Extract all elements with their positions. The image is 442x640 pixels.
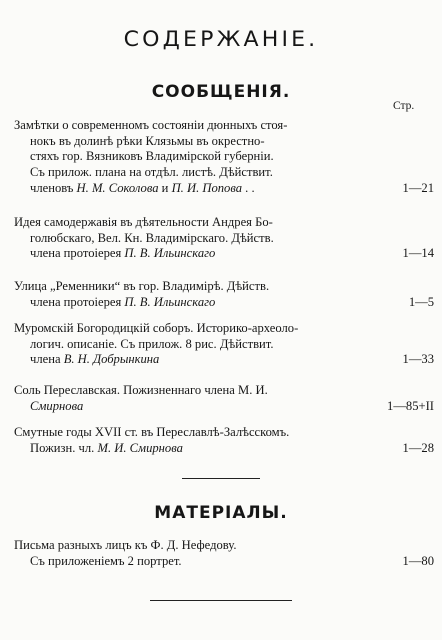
entry-line: Письма разныхъ лицъ къ Ф. Д. Нефедову. [14,538,237,552]
toc-entry[interactable] [14,215,434,262]
entry-line: Соль Переславская. Пожизненнаго члена М. И. [14,383,268,397]
entry-author: М. И. Смирнова [97,440,183,455]
entry-last-line [14,246,434,262]
entry-line: голюбскаго, Вел. Кн. Владимірскаго. Дѣйств. [30,230,274,245]
entry-author: Н. М. Соколова [76,180,159,195]
entry-line: нокъ въ долинѣ рѣки Клязьмы въ окрестно- [30,133,265,148]
entry-line: Муромскій Богородицкій соборъ. Историко-археоло- [14,321,299,335]
entry-text: членовъ [30,180,77,195]
entry-pages: 1—80 [402,553,434,568]
entry-pages: 1—5 [408,294,434,309]
entry-pages: 1—28 [402,440,434,455]
page-column-header: Стр. [393,100,415,112]
page-title: СОДЕРЖАНІЕ. [123,27,319,51]
section-heading-materialy: МАТЕРІАЛЫ. [154,503,288,523]
toc-entry[interactable] [14,118,434,196]
entry-author: П. И. Попова [171,180,243,195]
toc-entry[interactable] [14,279,434,310]
entry-pages: 1—14 [402,246,434,261]
entry-line: Съ прилож. плана на отдѣл. листѣ. Дѣйствит. [30,165,273,180]
entry-text: и [158,180,172,195]
entry-text: члена [30,352,64,367]
entry-text: члена протоіерея [30,294,125,309]
entry-pages: 1—21 [402,180,434,195]
entry-text: Пожизн. чл. [30,440,98,455]
entry-author: П. В. Ильинскаго [124,294,216,309]
entry-last-line [14,352,434,368]
entry-line: Идея самодержавія въ дѣятельности Андрея Бо- [14,215,273,229]
section-divider [182,478,260,479]
entry-last-line [14,399,434,415]
entry-line: стяхъ гор. Вязниковъ Владимірской губерніи. [30,149,274,164]
entry-pages: 1—33 [402,352,434,367]
toc-entry[interactable] [14,425,434,456]
entry-pages: 1—85+II [387,398,434,413]
entry-leader: . . [242,180,255,195]
entry-last-line [14,554,434,570]
closing-rule [150,600,292,601]
section-heading-soobshcheniya: СООБЩЕНІЯ. [151,82,291,102]
entry-line: Замѣтки о современномъ состояніи дюнныхъ стоя- [14,118,288,132]
entry-author: В. Н. Добрынкина [63,352,160,367]
toc-entry[interactable] [14,538,434,569]
entry-author: Смирнова [30,398,84,413]
toc-entry[interactable] [14,321,434,368]
entry-line: Улица „Ременники“ въ гор. Владимірѣ. Дѣйств. [14,279,270,293]
entry-last-line [14,181,434,197]
entry-line: логич. описаніе. Съ прилож. 8 рис. Дѣйствит. [30,336,274,351]
entry-author: П. В. Ильинскаго [124,246,216,261]
toc-entry[interactable] [14,383,434,414]
entry-line: Смутные годы XVII ст. въ Переславлѣ-Залѣсскомъ. [14,425,290,439]
entry-last-line [14,441,434,457]
entry-last-line [14,295,434,311]
entry-text: Съ приложеніемъ 2 портрет. [30,553,182,568]
entry-text: члена протоіерея [30,246,125,261]
